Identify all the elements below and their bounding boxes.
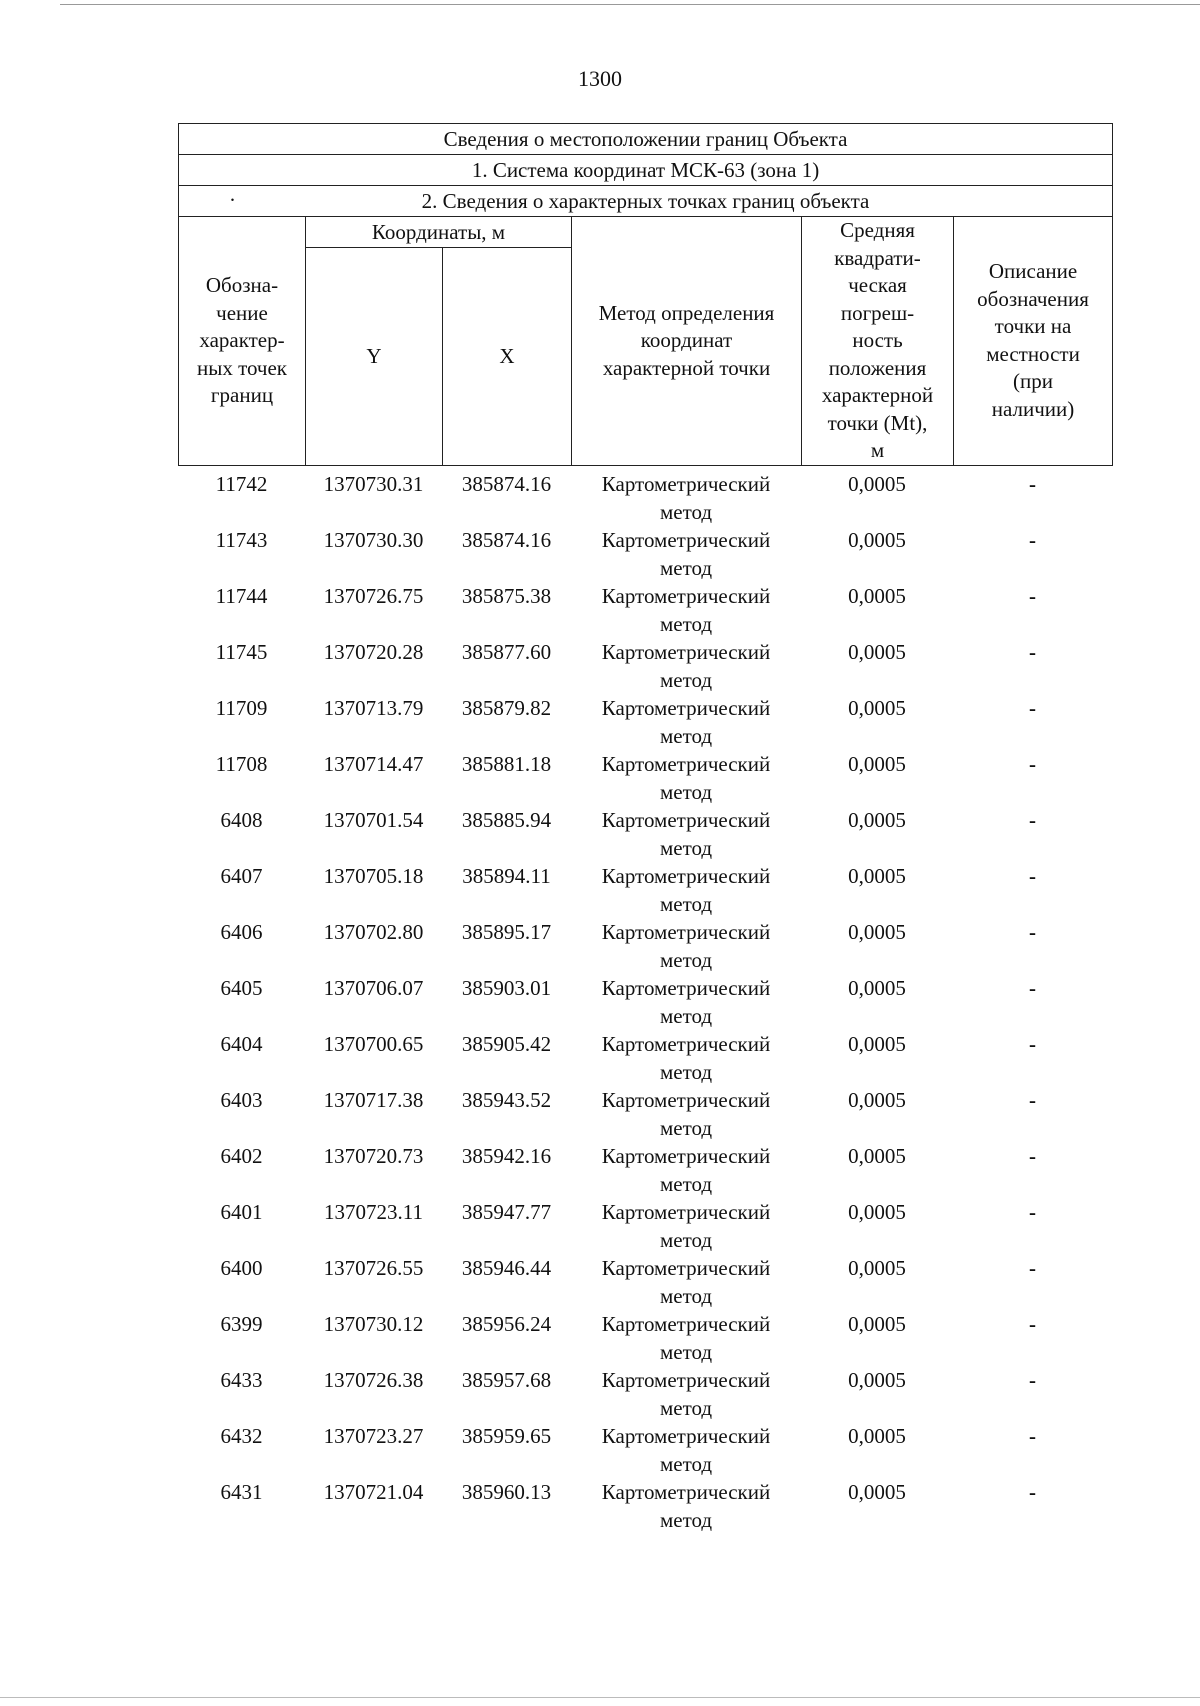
point-id: 11743 bbox=[215, 528, 268, 552]
coord-x: 385956.24 bbox=[461, 1312, 552, 1336]
point-id: 6405 bbox=[220, 976, 263, 1000]
method: Картометрический метод bbox=[601, 1368, 771, 1420]
coord-x: 385947.77 bbox=[461, 1200, 552, 1224]
coord-x: 385874.16 bbox=[461, 528, 552, 552]
method: Картометрический метод bbox=[601, 528, 771, 580]
header-description: Описание обозначения точки на местности (при наличии) bbox=[954, 217, 1113, 466]
coord-x: 385905.42 bbox=[461, 1032, 552, 1056]
table-row bbox=[178, 526, 1112, 582]
table-row bbox=[178, 1142, 1112, 1198]
point-description: - bbox=[1029, 1424, 1036, 1448]
table-row bbox=[178, 918, 1112, 974]
coord-y: 1370700.65 bbox=[323, 1032, 424, 1056]
header-y: Y bbox=[306, 248, 443, 465]
point-id: 6431 bbox=[220, 1480, 263, 1504]
point-id: 6402 bbox=[220, 1144, 263, 1168]
coord-x: 385874.16 bbox=[461, 472, 552, 496]
method: Картометрический метод bbox=[601, 864, 771, 916]
point-description: - bbox=[1029, 1312, 1036, 1336]
coord-y: 1370723.27 bbox=[323, 1424, 424, 1448]
mt-error: 0,0005 bbox=[848, 1088, 906, 1112]
point-id: 6403 bbox=[220, 1088, 263, 1112]
coord-y: 1370730.30 bbox=[323, 528, 424, 552]
mt-error: 0,0005 bbox=[848, 696, 906, 720]
method: Картометрический метод bbox=[601, 696, 771, 748]
coord-y: 1370723.11 bbox=[324, 1200, 423, 1224]
mt-error: 0,0005 bbox=[848, 1312, 906, 1336]
table-row bbox=[178, 1422, 1112, 1478]
point-description: - bbox=[1029, 808, 1036, 832]
section-title: Сведения о местоположении границ Объекта bbox=[179, 124, 1113, 155]
table-row bbox=[178, 974, 1112, 1030]
mt-error: 0,0005 bbox=[848, 472, 906, 496]
point-description: - bbox=[1029, 472, 1036, 496]
table-row bbox=[178, 1478, 1112, 1534]
table-row bbox=[178, 582, 1112, 638]
coord-x: 385879.82 bbox=[461, 696, 552, 720]
point-description: - bbox=[1029, 864, 1036, 888]
method: Картометрический метод bbox=[601, 1424, 771, 1476]
method: Картометрический метод bbox=[601, 808, 771, 860]
point-description: - bbox=[1029, 528, 1036, 552]
points-section-label: 2. Сведения о характерных точках границ объекта bbox=[421, 189, 870, 213]
coord-y: 1370706.07 bbox=[323, 976, 424, 1000]
header-designation: Обозна- чение характер- ных точек границ bbox=[179, 217, 306, 466]
method: Картометрический метод bbox=[601, 752, 771, 804]
table-row bbox=[178, 1198, 1112, 1254]
point-description: - bbox=[1029, 696, 1036, 720]
method: Картометрический метод bbox=[601, 1032, 771, 1084]
coord-y: 1370726.75 bbox=[323, 584, 424, 608]
mt-error: 0,0005 bbox=[848, 1480, 906, 1504]
point-description: - bbox=[1029, 584, 1036, 608]
coord-x: 385960.13 bbox=[461, 1480, 552, 1504]
coord-x: 385943.52 bbox=[461, 1088, 552, 1112]
mt-error: 0,0005 bbox=[848, 584, 906, 608]
coord-x: 385903.01 bbox=[461, 976, 552, 1000]
table-row bbox=[178, 470, 1112, 526]
coord-x: 385877.60 bbox=[461, 640, 552, 664]
header-x: X bbox=[443, 248, 572, 465]
mt-error: 0,0005 bbox=[848, 920, 906, 944]
mt-error: 0,0005 bbox=[848, 752, 906, 776]
coord-y: 1370726.55 bbox=[323, 1256, 424, 1280]
coord-y: 1370720.28 bbox=[323, 640, 424, 664]
point-id: 11742 bbox=[215, 472, 268, 496]
mt-error: 0,0005 bbox=[848, 640, 906, 664]
method: Картометрический метод bbox=[601, 920, 771, 972]
mt-error: 0,0005 bbox=[848, 1032, 906, 1056]
coord-y: 1370720.73 bbox=[323, 1144, 424, 1168]
method: Картометрический метод bbox=[601, 640, 771, 692]
coord-y: 1370713.79 bbox=[323, 696, 424, 720]
point-description: - bbox=[1029, 640, 1036, 664]
coord-y: 1370705.18 bbox=[323, 864, 424, 888]
point-description: - bbox=[1029, 976, 1036, 1000]
mt-error: 0,0005 bbox=[848, 1144, 906, 1168]
points-section bbox=[179, 186, 1113, 217]
header-method: Метод определения координат характерной точки bbox=[572, 217, 802, 466]
point-id: 11709 bbox=[215, 696, 268, 720]
table-row bbox=[178, 750, 1112, 806]
header-error: Средняя квадрати- ческая погреш- ность положения характерной точки (Mt), м bbox=[802, 217, 954, 466]
mt-error: 0,0005 bbox=[848, 976, 906, 1000]
table-row bbox=[178, 1030, 1112, 1086]
coordinate-system: 1. Система координат МСК-63 (зона 1) bbox=[179, 155, 1113, 186]
coord-x: 385959.65 bbox=[461, 1424, 552, 1448]
point-id: 6399 bbox=[220, 1312, 263, 1336]
point-id: 6432 bbox=[220, 1424, 263, 1448]
stray-mark: · bbox=[229, 188, 236, 212]
method: Картометрический метод bbox=[601, 1312, 771, 1364]
point-id: 6407 bbox=[220, 864, 263, 888]
point-id: 6433 bbox=[220, 1368, 263, 1392]
coord-y: 1370730.31 bbox=[323, 472, 424, 496]
coord-y: 1370702.80 bbox=[323, 920, 424, 944]
coord-x: 385946.44 bbox=[461, 1256, 552, 1280]
point-description: - bbox=[1029, 1032, 1036, 1056]
table-row bbox=[178, 1086, 1112, 1142]
point-id: 11745 bbox=[215, 640, 268, 664]
mt-error: 0,0005 bbox=[848, 864, 906, 888]
coord-y: 1370717.38 bbox=[323, 1088, 424, 1112]
mt-error: 0,0005 bbox=[848, 808, 906, 832]
table-row bbox=[178, 694, 1112, 750]
method: Картометрический метод bbox=[601, 584, 771, 636]
point-id: 6400 bbox=[220, 1256, 263, 1280]
coord-y: 1370721.04 bbox=[323, 1480, 424, 1504]
points-table bbox=[178, 470, 1112, 1534]
table-row bbox=[178, 862, 1112, 918]
top-scan-rule bbox=[60, 4, 1200, 5]
point-description: - bbox=[1029, 1256, 1036, 1280]
point-id: 11744 bbox=[215, 584, 268, 608]
method: Картометрический метод bbox=[601, 1256, 771, 1308]
point-description: - bbox=[1029, 920, 1036, 944]
table-row bbox=[178, 1254, 1112, 1310]
mt-error: 0,0005 bbox=[848, 1368, 906, 1392]
coord-y: 1370701.54 bbox=[323, 808, 424, 832]
coord-y: 1370730.12 bbox=[323, 1312, 424, 1336]
point-description: - bbox=[1029, 1480, 1036, 1504]
table-row bbox=[178, 1310, 1112, 1366]
point-description: - bbox=[1029, 1368, 1036, 1392]
point-id: 6401 bbox=[220, 1200, 263, 1224]
coord-x: 385894.11 bbox=[462, 864, 551, 888]
table-row bbox=[178, 638, 1112, 694]
coord-x: 385895.17 bbox=[461, 920, 552, 944]
point-id: 11708 bbox=[215, 752, 268, 776]
point-description: - bbox=[1029, 1088, 1036, 1112]
mt-error: 0,0005 bbox=[848, 528, 906, 552]
coord-x: 385957.68 bbox=[461, 1368, 552, 1392]
coord-x: 385875.38 bbox=[461, 584, 552, 608]
mt-error: 0,0005 bbox=[848, 1200, 906, 1224]
point-description: - bbox=[1029, 1200, 1036, 1224]
bottom-scan-rule bbox=[0, 1697, 1200, 1698]
method: Картометрический метод bbox=[601, 1088, 771, 1140]
point-id: 6404 bbox=[220, 1032, 263, 1056]
point-id: 6408 bbox=[220, 808, 263, 832]
coord-x: 385942.16 bbox=[461, 1144, 552, 1168]
mt-error: 0,0005 bbox=[848, 1256, 906, 1280]
mt-error: 0,0005 bbox=[848, 1424, 906, 1448]
points-table-body bbox=[178, 470, 1112, 1534]
coord-x: 385881.18 bbox=[461, 752, 552, 776]
method: Картометрический метод bbox=[601, 1480, 771, 1532]
point-description: - bbox=[1029, 752, 1036, 776]
method: Картометрический метод bbox=[601, 1144, 771, 1196]
table-row bbox=[178, 806, 1112, 862]
method: Картометрический метод bbox=[601, 472, 771, 524]
header-coordinates: Координаты, м bbox=[306, 217, 572, 248]
header-table bbox=[178, 123, 1113, 466]
method: Картометрический метод bbox=[601, 976, 771, 1028]
coord-x: 385885.94 bbox=[461, 808, 552, 832]
coord-y: 1370714.47 bbox=[323, 752, 424, 776]
point-description: - bbox=[1029, 1144, 1036, 1168]
point-id: 6406 bbox=[220, 920, 263, 944]
table-row bbox=[178, 1366, 1112, 1422]
method: Картометрический метод bbox=[601, 1200, 771, 1252]
page-number: 1300 bbox=[578, 66, 622, 91]
coord-y: 1370726.38 bbox=[323, 1368, 424, 1392]
